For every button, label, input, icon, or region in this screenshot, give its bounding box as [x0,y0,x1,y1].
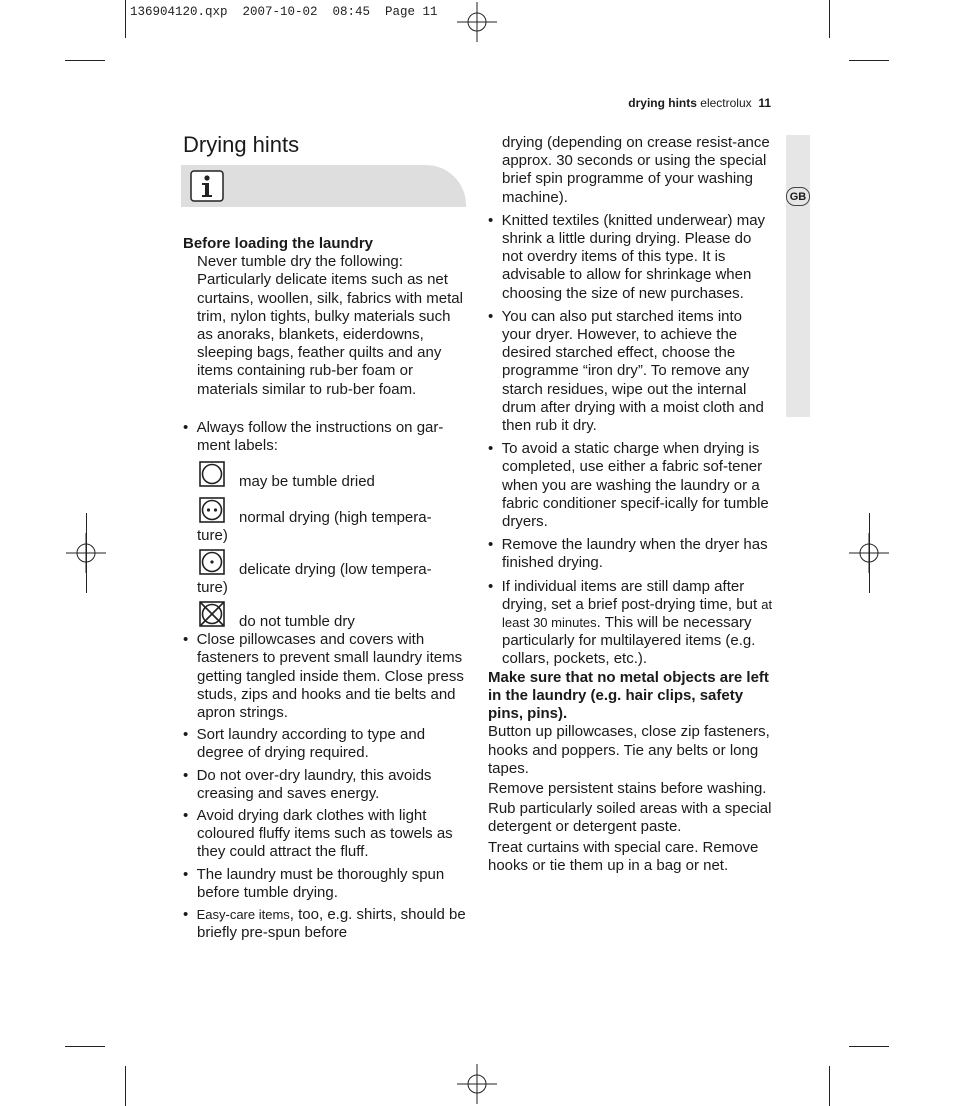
list-item: • Easy-care items, too, e.g. shirts, should be briefly pre-spun before [183,906,466,942]
running-header [628,96,771,110]
body-paragraph: Treat curtains with special care. Remove hooks or tie them up in a bag or net. [488,838,759,874]
right-column [488,134,774,875]
care-symbol-label-continued: ture) [197,579,228,597]
crop-mark [65,60,105,61]
crop-mark [125,0,126,38]
crop-mark [849,60,889,61]
page-title: Drying hints [183,132,300,157]
tumble-dry-high-icon [199,497,225,523]
crop-mark [869,513,870,593]
registration-mark-icon [457,1064,497,1104]
print-slug: 136904120.qxp 2007-10-02 08:45 Page 11 [130,5,438,19]
body-paragraph: Rub particularly soiled areas with a special detergent or detergent paste. [488,800,772,836]
care-symbol-row [183,497,468,547]
list-item: • Close pillowcases and covers with fasteners to prevent small laundry items getting tangled inside them. Close press studs, zips and hooks and tie belts and apron strings. [183,631,464,722]
crop-mark [65,1046,105,1047]
left-column [183,235,468,942]
list-item: • To avoid a static charge when drying is completed, use either a fabric sof-tener when you are washing the laundry or a fabric conditioner specif-ically for tumble dryers. [488,440,769,531]
crop-mark [849,1046,889,1047]
continued-paragraph: drying (depending on crease resist-ance approx. 30 seconds or using the special brief spin programme of your washing machine). [502,134,770,206]
body-paragraph: Remove persistent stains before washing. [488,779,767,797]
language-tab-label: GB [786,187,810,206]
body-paragraph: Button up pillowcases, close zip fasteners, hooks and poppers. Tie any belts or long tapes. [488,723,770,777]
registration-mark-icon [457,2,497,42]
care-symbol-label: delicate drying (low tempera- [239,561,432,579]
crop-mark [86,513,87,593]
care-symbol-label: do not tumble dry [239,613,355,631]
list-item: • Avoid drying dark clothes with light coloured fluffy items such as towels as they could attract the fluff. [183,807,453,861]
list-item: • You can also put starched items into your dryer. However, to achieve the desired starched effect, choose the programme “iron dry”. To remove any starch residues, wipe out the internal drum after drying with a moist cloth and then rub it dry. [488,307,764,435]
care-symbol-row [183,549,468,599]
list-item: • If individual items are still damp after drying, set a brief post-drying time, but at least 30 minutes. This will be necessary particularly for multilayered items (e.g. collars, pockets, etc.). [488,577,773,668]
list-item: • The laundry must be thoroughly spun before tumble drying. [183,865,445,901]
crop-mark [125,1066,126,1106]
care-symbol-row [183,461,468,497]
list-item: • Remove the laundry when the dryer has finished drying. [488,536,768,572]
tumble-dry-icon [199,461,225,487]
care-symbol-label: normal drying (high tempera- [239,509,432,527]
list-item: • Knitted textiles (knitted underwear) may shrink a little during drying. Please do not overdry items of this type. It is advisable to allow for shrinkage when choosing the size of new purchases. [488,211,766,302]
list-item: • Do not over-dry laundry, this avoids creasing and saves energy. [183,766,432,802]
crop-mark [829,0,830,38]
warning-paragraph: Make sure that no metal objects are left in the laundry (e.g. hair clips, safety pins, pins). [488,668,769,723]
care-symbol-row [183,601,468,631]
section-heading: Before loading the laundry [183,235,374,252]
intro-paragraph: Never tumble dry the following: Particularly delicate items such as net curtains, woollen, silk, fabrics with metal trim, nylon tights, bulky materials such as anoraks, blankets, eiderdowns, sleeping bags, feather quilts and any items containing rub-ber foam or materials similar to rub-ber foam. [197,253,463,398]
crop-mark [829,1066,830,1106]
do-not-tumble-dry-icon [199,601,225,627]
language-tab-bar [786,135,810,417]
list-item: • Sort laundry according to type and degree of drying required. [183,726,426,762]
header-page-number: 11 [758,96,771,110]
header-brand: electrolux [700,96,752,110]
tumble-dry-low-icon [199,549,225,575]
info-icon [190,170,224,202]
care-symbol-label-continued: ture) [197,527,228,545]
header-section: drying hints [628,96,697,110]
list-item: • Always follow the instructions on gar-ment labels: [183,418,444,455]
care-symbol-label: may be tumble dried [239,473,375,491]
